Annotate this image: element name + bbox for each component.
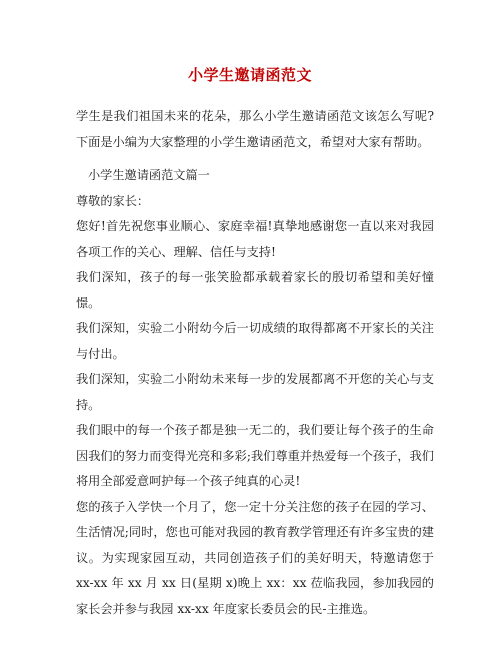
body-paragraph: 我们深知，实验二小附幼未来每一步的发展都离不开您的关心与支持。 xyxy=(76,372,434,412)
section-heading: 小学生邀请函范文篇一 xyxy=(88,168,210,182)
page-title: 小学生邀请函范文 xyxy=(187,66,312,84)
salutation: 尊敬的家长： xyxy=(76,193,150,208)
intro-paragraph: 学生是我们祖国未来的花朵，那么小学生邀请函范文该怎么写呢?下面是小编为大家整理的小学生邀请函范文，希望对大家有帮助。 xyxy=(76,109,434,149)
body-paragraph: 您的孩子入学快一个月了，您一定十分关注您的孩子在园的学习、生活情况;同时，您也可能对我园的教育教学管理还有许多宝贵的建议。为实现家园互动，共同创造孩子们的美好明天，特邀请您于 xx-xx 年 xx 月 xx 日(星期 x)晚上 xx：xx 莅临我园，参加我园的家长会并参与我园 xx-xx 年度家长委员会的民-主推选。 xyxy=(76,499,434,616)
body-paragraph: 我们深知，孩子的每一张笑脸都承载着家长的殷切希望和美好憧憬。 xyxy=(76,270,434,310)
body-paragraph: 您好!首先祝您事业顺心、家庭幸福!真挚地感谢您一直以来对我园各项工作的关心、理解、信任与支持! xyxy=(76,219,434,259)
document-body xyxy=(76,104,434,622)
body-paragraph: 我们深知，实验二小附幼今后一切成绩的取得都离不开家长的关注与付出。 xyxy=(76,321,434,361)
body-paragraph: 我们眼中的每一个孩子都是独一无二的，我们要让每个孩子的生命因我们的努力而变得光亮和多彩;我们尊重并热爱每一个孩子，我们将用全部爱意呵护每一个孩子纯真的心灵! xyxy=(76,423,434,488)
